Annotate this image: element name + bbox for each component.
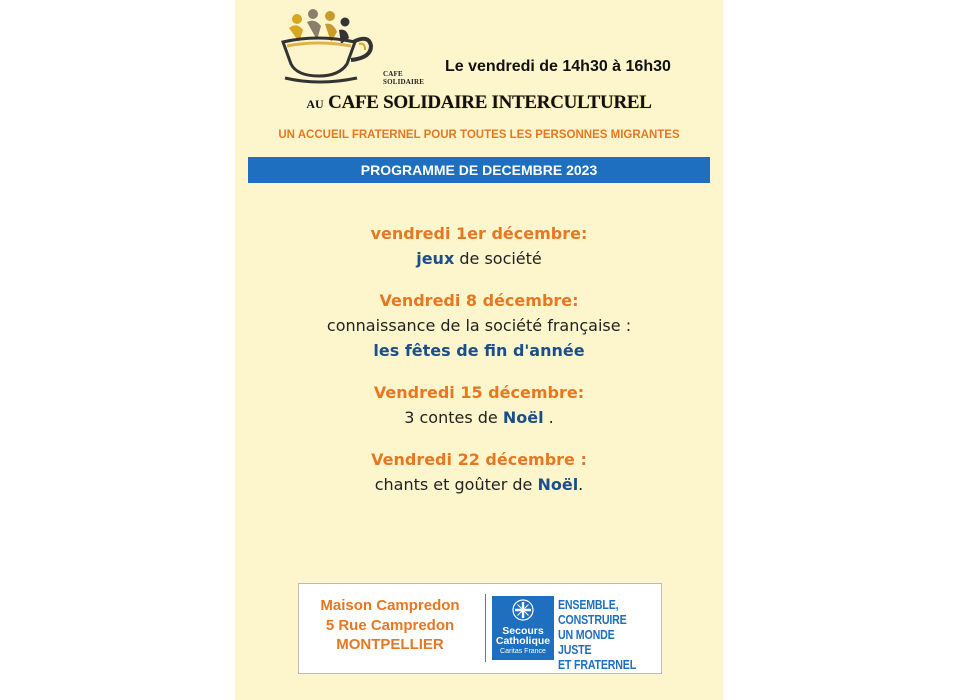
address-line1: Maison Campredon <box>320 597 460 614</box>
event-highlight: les fêtes de fin d'année <box>373 341 585 360</box>
tagline: UN ACCUEIL FRATERNEL POUR TOUTES LES PERSONNES MIGRANTES <box>278 129 680 141</box>
poster <box>235 0 723 700</box>
event-highlight: Noël <box>502 408 544 427</box>
slogan-line4: ET FRATERNEL <box>558 658 637 672</box>
slogan-line3: UN MONDE JUSTE <box>558 628 615 657</box>
schedule-hours: Le vendredi de 14h30 à 16h30 <box>445 58 671 75</box>
event-description <box>235 246 723 271</box>
slogan-line2: CONSTRUIRE <box>558 613 627 627</box>
secours-name-line1: Secours <box>502 625 544 637</box>
event-text-end: . <box>543 408 554 427</box>
event-date: vendredi 1er décembre: <box>370 224 588 243</box>
logo-text-line1: CAFE <box>383 70 403 78</box>
secours-catholique-logo <box>492 596 554 660</box>
address-line3: MONTPELLIER <box>336 636 444 653</box>
slogan-line1: ENSEMBLE, <box>558 598 619 612</box>
footer-box <box>298 583 662 674</box>
event-highlight: Noël <box>537 475 579 494</box>
secours-name-line2: Catholique <box>495 635 551 647</box>
event-description <box>235 405 723 430</box>
venue-prefix: AU <box>306 97 324 111</box>
logo-text-line2: SOLIDAIRE <box>383 78 425 86</box>
event-item <box>235 222 723 271</box>
event-item <box>235 448 723 497</box>
event-highlight: jeux <box>416 249 455 268</box>
event-date: Vendredi 22 décembre : <box>371 450 587 469</box>
address-line2: 5 Rue Campredon <box>325 616 455 634</box>
venue-address <box>299 596 481 655</box>
footer-divider <box>485 594 486 662</box>
venue-heading <box>235 92 723 114</box>
event-item <box>235 289 723 363</box>
event-text: de société <box>454 249 542 268</box>
cross-icon <box>492 599 554 626</box>
event-date: Vendredi 8 décembre: <box>379 291 579 310</box>
event-description <box>235 472 723 497</box>
event-date: Vendredi 15 décembre: <box>373 383 585 402</box>
event-text: chants et goûter de <box>374 475 538 494</box>
secours-subtitle: Caritas France <box>500 648 546 655</box>
logo-text <box>383 70 424 86</box>
event-text: 3 contes de <box>404 408 503 427</box>
venue-name: CAFE SOLIDAIRE INTERCULTUREL <box>328 92 652 113</box>
slogan <box>558 598 643 673</box>
event-description: connaissance de la société française : <box>326 316 632 335</box>
event-text-end: . <box>578 475 584 494</box>
programme-banner: PROGRAMME DE DECEMBRE 2023 <box>248 157 710 183</box>
event-item <box>235 381 723 430</box>
event-list <box>235 222 723 515</box>
cafe-solidaire-logo <box>277 8 425 86</box>
